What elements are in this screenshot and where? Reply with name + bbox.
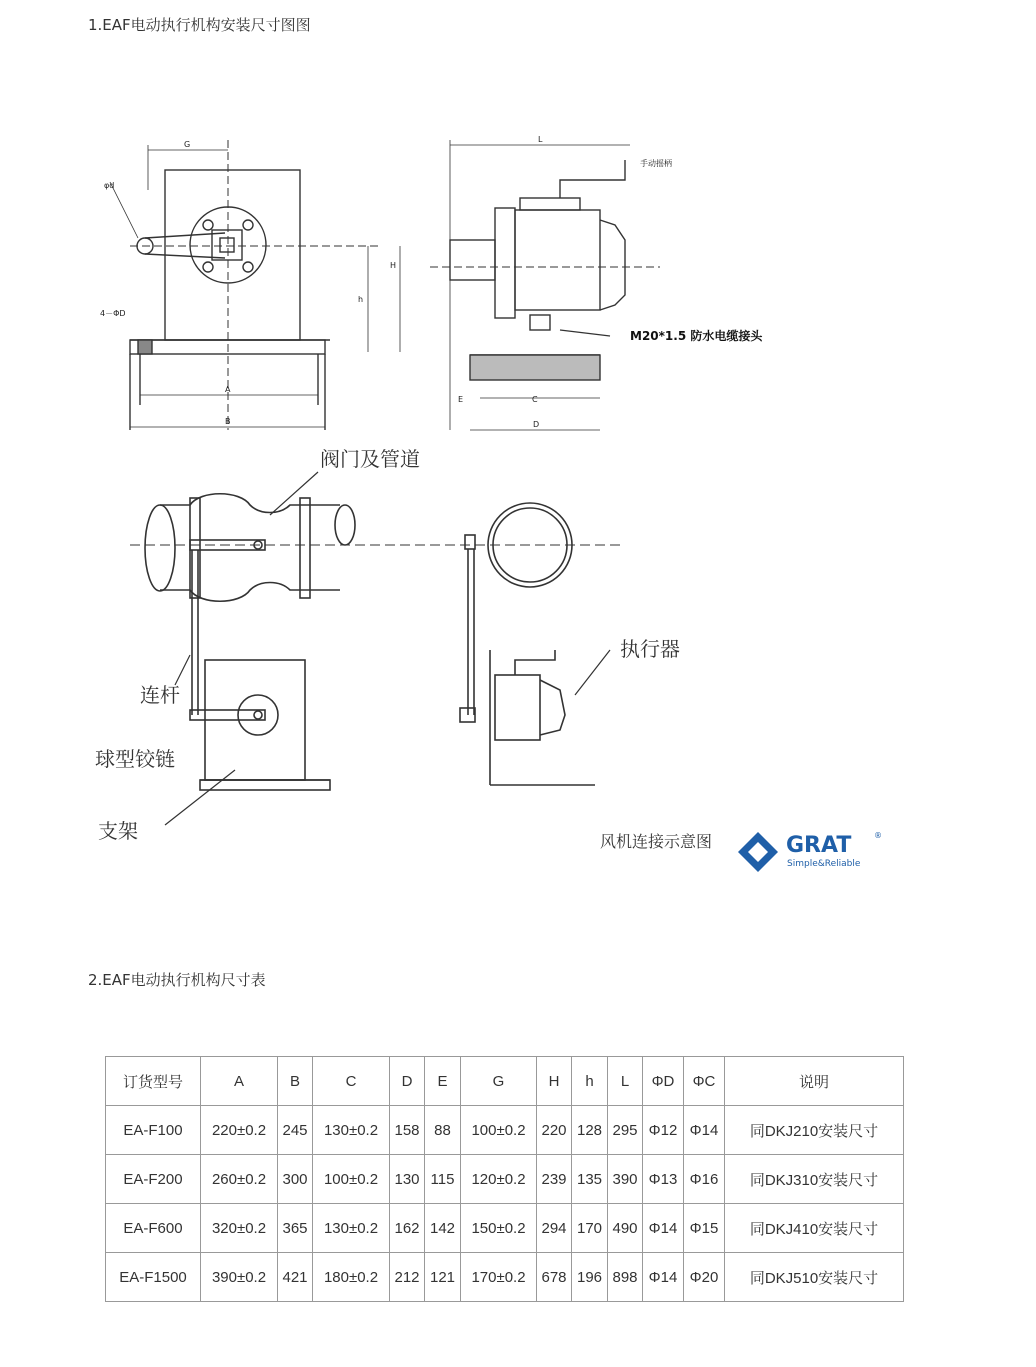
table-cell: Φ14 [643, 1204, 684, 1253]
ball-hinge-label: 球型铰链 [95, 747, 175, 771]
table-cell: EA-F600 [106, 1204, 201, 1253]
section-heading-2: 2.EAF电动执行机构尺寸表 [88, 971, 266, 989]
front-view [110, 140, 400, 430]
table-cell: 115 [425, 1155, 461, 1204]
table-cell: 130±0.2 [313, 1106, 390, 1155]
fan-caption: 风机连接示意图 [600, 832, 713, 851]
table-cell: 158 [390, 1106, 425, 1155]
dim-4phid-label: 4－ΦD [100, 309, 126, 318]
dimension-table [105, 1056, 904, 1302]
col-header: 订货型号 [106, 1057, 201, 1106]
table-cell: Φ14 [643, 1253, 684, 1302]
col-header: 说明 [725, 1057, 904, 1106]
table-cell: 88 [425, 1106, 461, 1155]
table-cell: 170±0.2 [461, 1253, 537, 1302]
col-header: B [278, 1057, 313, 1106]
table-cell: Φ13 [643, 1155, 684, 1204]
table-cell: 142 [425, 1204, 461, 1253]
table-cell: 100±0.2 [461, 1106, 537, 1155]
actuator-label: 执行器 [620, 637, 680, 661]
table-cell: 239 [537, 1155, 572, 1204]
col-header: D [390, 1057, 425, 1106]
table-cell: 同DKJ410安装尺寸 [725, 1204, 904, 1253]
section-heading-1: 1.EAF电动执行机构安装尺寸图图 [88, 16, 311, 34]
dim-b-label: B [225, 417, 231, 426]
diagram-svg [90, 130, 890, 880]
installation-diagram [90, 130, 890, 880]
logo-tagline: Simple&Reliable [787, 859, 861, 869]
logo-registered-mark: ® [874, 831, 882, 840]
table-cell: 196 [572, 1253, 608, 1302]
table-cell: 162 [390, 1204, 425, 1253]
table-cell: 121 [425, 1253, 461, 1302]
table-cell: 170 [572, 1204, 608, 1253]
table-cell: Φ14 [684, 1106, 725, 1155]
table-cell: 212 [390, 1253, 425, 1302]
dim-e-label: E [458, 395, 464, 404]
table-row [106, 1155, 904, 1204]
dim-a-label: A [225, 385, 231, 394]
table-cell: 150±0.2 [461, 1204, 537, 1253]
table-cell: 128 [572, 1106, 608, 1155]
table-cell: 678 [537, 1253, 572, 1302]
table-cell: Φ16 [684, 1155, 725, 1204]
cable-connector-label: M20*1.5 防水电缆接头 [630, 329, 763, 343]
table-cell: Φ15 [684, 1204, 725, 1253]
dim-phid-label: φd [104, 181, 115, 190]
table-cell: 100±0.2 [313, 1155, 390, 1204]
table-cell: 同DKJ510安装尺寸 [725, 1253, 904, 1302]
table-cell: 130±0.2 [313, 1204, 390, 1253]
col-header: h [572, 1057, 608, 1106]
table-row [106, 1253, 904, 1302]
col-header: E [425, 1057, 461, 1106]
manual-handle-label: 手动摇柄 [640, 159, 672, 168]
col-header: G [461, 1057, 537, 1106]
dim-small-h-label: h [358, 295, 364, 304]
table-cell: Φ12 [643, 1106, 684, 1155]
table-cell: 同DKJ210安装尺寸 [725, 1106, 904, 1155]
table-cell: 130 [390, 1155, 425, 1204]
table-cell: 120±0.2 [461, 1155, 537, 1204]
table-cell: 294 [537, 1204, 572, 1253]
valve-pipe-label: 阀门及管道 [320, 447, 420, 471]
side-view [430, 140, 660, 430]
table-cell: 同DKJ310安装尺寸 [725, 1155, 904, 1204]
table-header-row [106, 1057, 904, 1106]
table-cell: 390±0.2 [201, 1253, 278, 1302]
logo-text: GRAT [786, 833, 852, 858]
col-header: H [537, 1057, 572, 1106]
link-rod-label: 连杆 [140, 683, 180, 707]
dim-g-label: G [184, 140, 191, 149]
table-cell: 320±0.2 [201, 1204, 278, 1253]
table-cell: 220±0.2 [201, 1106, 278, 1155]
table-cell: 180±0.2 [313, 1253, 390, 1302]
dim-big-h-label: H [390, 261, 397, 270]
table-cell: EA-F200 [106, 1155, 201, 1204]
table-cell: 898 [608, 1253, 643, 1302]
table-row [106, 1204, 904, 1253]
dim-d-label: D [533, 420, 540, 429]
table-cell: 365 [278, 1204, 313, 1253]
fan-connection-view [130, 472, 620, 825]
col-header: ΦD [643, 1057, 684, 1106]
table-cell: 421 [278, 1253, 313, 1302]
table-cell: 135 [572, 1155, 608, 1204]
table-cell: 295 [608, 1106, 643, 1155]
col-header: C [313, 1057, 390, 1106]
table-cell: Φ20 [684, 1253, 725, 1302]
table-cell: 490 [608, 1204, 643, 1253]
dim-l-label: L [538, 135, 543, 144]
col-header: A [201, 1057, 278, 1106]
table-cell: 220 [537, 1106, 572, 1155]
table-cell: 390 [608, 1155, 643, 1204]
dim-c-label: C [532, 395, 538, 404]
table-cell: EA-F100 [106, 1106, 201, 1155]
table-cell: 245 [278, 1106, 313, 1155]
table-cell: 260±0.2 [201, 1155, 278, 1204]
table-cell: 300 [278, 1155, 313, 1204]
table-row [106, 1106, 904, 1155]
grat-logo [738, 831, 882, 872]
bracket-label: 支架 [98, 819, 138, 843]
col-header: ΦC [684, 1057, 725, 1106]
table-cell: EA-F1500 [106, 1253, 201, 1302]
col-header: L [608, 1057, 643, 1106]
